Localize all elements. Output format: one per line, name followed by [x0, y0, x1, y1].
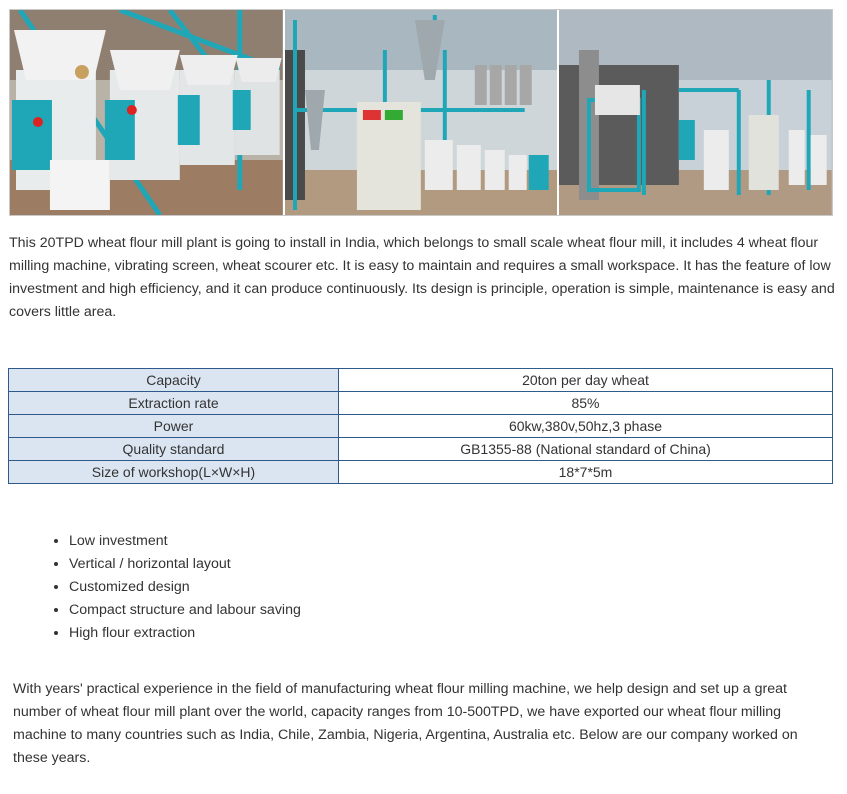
mill-plant-structure-photo — [285, 10, 560, 215]
list-item: • Vertical / horizontal layout — [69, 553, 301, 576]
spec-label: Size of workshop(L×W×H) — [9, 461, 339, 484]
spec-value: 18*7*5m — [339, 461, 833, 484]
spec-label: Quality standard — [9, 438, 339, 461]
photo-strip — [9, 9, 833, 216]
spec-value: 85% — [339, 392, 833, 415]
list-item: • Low investment — [69, 530, 301, 553]
list-item: • Customized design — [69, 576, 301, 599]
spec-label: Extraction rate — [9, 392, 339, 415]
closing-paragraph: With years' practical experience in the field of manufacturing wheat flour milling machine, we help design and set up a great number of wheat flour mill plant over the world, capacity ranges from 10-500TPD, we have exported our wheat flour milling machine to many countries such as India, Chile, Zambia, Nigeria, Argentina, Australia etc. Below are our company worked on these years. — [13, 681, 798, 766]
table-row — [9, 461, 833, 484]
mill-machines-row-photo — [10, 10, 285, 215]
intro-paragraph: This 20TPD wheat flour mill plant is going to install in India, which belongs to small scale wheat flour mill, it includes 4 wheat flour milling machine, vibrating screen, wheat scourer etc. It is easy to maintain and requires a small workspace. It has the feature of low investment and high efficiency, and it can produce continuously. Its design is principle, operation is simple, maintenance is easy and covers little area. — [9, 235, 835, 320]
mill-plant-yard-photo — [559, 10, 832, 215]
table-row — [9, 415, 833, 438]
spec-label: Capacity — [9, 369, 339, 392]
table-row — [9, 392, 833, 415]
spec-label: Power — [9, 415, 339, 438]
spec-value: 20ton per day wheat — [339, 369, 833, 392]
features-list — [51, 530, 301, 645]
table-row — [9, 438, 833, 461]
spec-value: 60kw,380v,50hz,3 phase — [339, 415, 833, 438]
specification-table — [8, 368, 833, 484]
table-row — [9, 369, 833, 392]
list-item: • Compact structure and labour saving — [69, 599, 301, 622]
spec-value: GB1355-88 (National standard of China) — [339, 438, 833, 461]
list-item: • High flour extraction — [69, 622, 301, 645]
